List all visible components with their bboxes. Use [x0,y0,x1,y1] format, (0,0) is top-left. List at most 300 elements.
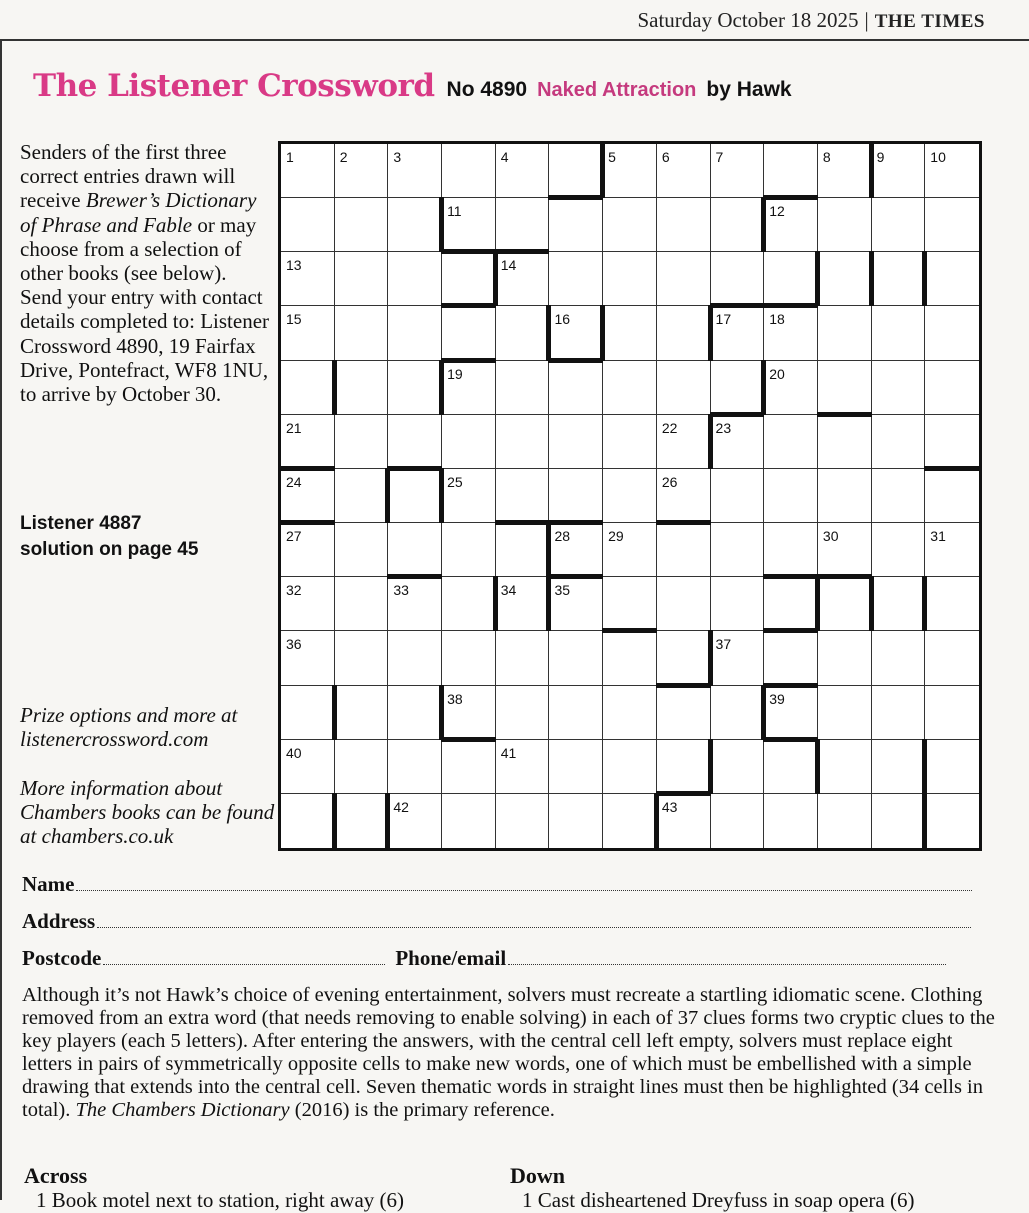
thick-bar-bottom [656,683,711,688]
grid-cell[interactable] [657,198,711,252]
grid-cell[interactable] [442,469,496,523]
thick-bar-bottom [924,466,980,471]
thick-bar-right [708,739,713,794]
grid-cell[interactable] [764,198,818,252]
grid-cell[interactable] [657,577,711,631]
instructions-text-start: Senders of the first three correct entries drawn will receive [20,140,236,213]
grid-cell[interactable] [818,252,872,306]
postcode-entry-line[interactable] [103,963,385,965]
grid-cell[interactable] [925,631,979,685]
grid-cell[interactable] [281,577,335,631]
grid-cell[interactable] [764,523,818,577]
grid-cell[interactable] [549,740,603,794]
puzzle-header [33,68,792,104]
clue-number: 25 [447,473,463,490]
grid-cell[interactable] [872,631,926,685]
clue-number: 15 [286,311,302,328]
clue-number: 26 [661,473,678,490]
grid-cell[interactable] [818,361,872,415]
thick-bar-right [600,305,605,360]
grid-cell[interactable] [657,306,711,360]
grid-cell[interactable] [442,686,496,740]
thick-bar-bottom [495,249,550,254]
grid-cell[interactable] [388,523,442,577]
grid-cell[interactable] [388,252,442,306]
grid-cell[interactable] [603,740,657,794]
thick-bar-right [439,197,444,252]
grid-cell[interactable] [764,306,818,360]
clue-number: 42 [393,798,409,815]
masthead-separator: | [864,8,869,32]
preamble-text-end: (2016) is the primary reference. [289,1099,555,1121]
clue-number: 30 [822,528,839,545]
grid-cell[interactable] [549,252,603,306]
grid-cell[interactable] [657,794,711,848]
grid-cell[interactable] [764,794,818,848]
grid-cell[interactable] [549,577,603,631]
grid-cell[interactable] [603,577,657,631]
grid-cell[interactable] [335,631,389,685]
grid-cell[interactable] [442,252,496,306]
thick-bar-bottom [817,412,872,417]
grid-cell[interactable] [818,415,872,469]
thick-bar-right [922,576,927,631]
grid-cell[interactable] [388,415,442,469]
grid-cell[interactable] [603,631,657,685]
grid-cell[interactable] [335,740,389,794]
crossword-grid[interactable] [281,144,979,848]
grid-cell[interactable] [442,740,496,794]
grid-cell[interactable] [764,469,818,523]
name-label: Name [22,872,75,896]
thick-bar-right [708,414,713,469]
grid-cell[interactable] [281,740,335,794]
postcode-label: Postcode [22,946,102,970]
grid-cell[interactable] [925,306,979,360]
grid-cell[interactable] [925,415,979,469]
clue-number: 38 [447,690,463,707]
grid-cell[interactable] [657,415,711,469]
grid-cell[interactable] [388,794,442,848]
grid-cell[interactable] [764,415,818,469]
grid-cell[interactable] [603,361,657,415]
grid-cell[interactable] [549,469,603,523]
clue-number: 31 [930,528,946,545]
thick-bar-right [439,360,444,415]
entry-instructions [20,140,270,406]
grid-cell[interactable] [603,306,657,360]
grid-cell[interactable] [603,252,657,306]
thick-bar-bottom [280,466,335,471]
grid-cell[interactable] [925,469,979,523]
clue-number: 3 [393,149,402,165]
grid-cell[interactable] [657,631,711,685]
grid-cell[interactable] [442,631,496,685]
puzzle-preamble [22,984,1002,1122]
thick-bar-right [385,468,390,523]
grid-cell[interactable] [335,198,389,252]
thick-bar-right [654,793,659,849]
grid-cell[interactable] [281,252,335,306]
grid-cell[interactable] [657,361,711,415]
grid-cell[interactable] [818,306,872,360]
phone-email-entry-line[interactable] [508,963,946,965]
grid-cell[interactable] [711,577,765,631]
grid-cell[interactable] [764,577,818,631]
grid-cell[interactable] [818,523,872,577]
grid-cell[interactable] [603,794,657,848]
address-entry-line[interactable] [97,926,971,928]
thick-bar-right [385,793,390,849]
thick-bar-right [869,576,874,631]
clue-number: 10 [930,149,946,165]
thick-bar-bottom [441,303,496,308]
grid-cell[interactable] [388,631,442,685]
clue-number: 9 [876,149,885,165]
grid-cell[interactable] [496,252,550,306]
grid-cell[interactable] [818,144,872,198]
grid-cell[interactable] [711,415,765,469]
thick-bar-bottom [656,520,711,525]
grid-cell[interactable] [711,469,765,523]
grid-cell[interactable] [764,252,818,306]
thick-bar-right [439,685,444,740]
puzzle-number: No 4890 [446,78,528,101]
grid-cell[interactable] [764,740,818,794]
grid-cell[interactable] [281,523,335,577]
grid-cell[interactable] [925,198,979,252]
grid-cell[interactable] [711,252,765,306]
clue-number: 29 [608,528,624,545]
preamble-text: Although it’s not Hawk’s choice of evening entertainment, solvers must recreate a startling idiomatic scene. Clothing removed from an extra word (that needs removing to enable solving) in each of 37 clues forms two cryptic clues to the key players (each 5 letters). After entering the answers, with the central cell left empty, solvers must replace eight letters in pairs of symmetrically opposite cells to make new words, one of which must be embellished with a simple drawing that extends into the central cell. Seven thematic words in straight lines must then be highlighted (34 cells in total). [22,984,995,1121]
clue-number: 18 [769,311,785,328]
issue-date: Saturday October 18 2025 [637,8,859,32]
clue-number: 19 [447,365,463,382]
grid-cell[interactable] [872,686,926,740]
thick-bar-right [922,739,927,794]
thick-bar-bottom [763,683,818,688]
clue-number: 33 [393,582,409,599]
grid-cell[interactable] [711,198,765,252]
clue-number: 14 [500,257,517,274]
grid-cell[interactable] [711,144,765,198]
thick-bar-bottom [763,628,818,633]
thick-bar-bottom [763,195,818,200]
grid-cell[interactable] [657,740,711,794]
clue-number: 39 [769,690,785,707]
thick-bar-bottom [280,520,335,525]
grid-cell[interactable] [388,740,442,794]
postcode-field-row[interactable] [22,946,946,971]
grid-cell[interactable] [442,306,496,360]
thick-bar-right [546,305,551,360]
grid-cell[interactable] [388,686,442,740]
grid-cell[interactable] [657,144,711,198]
clue-number: 23 [715,419,732,436]
grid-cell[interactable] [335,361,389,415]
grid-cell[interactable] [711,794,765,848]
thick-bar-right [922,251,927,306]
clue-number: 2 [339,149,348,165]
thick-bar-right [546,522,551,577]
grid-cell[interactable] [281,686,335,740]
clue-number: 4 [500,149,509,165]
thick-bar-bottom [602,628,657,633]
thick-bar-bottom [548,520,603,525]
grid-cell[interactable] [549,306,603,360]
newspaper-name: THE TIMES [874,11,985,32]
thick-bar-right [493,576,498,631]
clue-number: 40 [286,744,302,761]
clue-number: 5 [608,149,616,165]
grid-cell[interactable] [872,361,926,415]
thick-bar-right [439,468,444,523]
grid-cell[interactable] [281,198,335,252]
grid-cell[interactable] [764,631,818,685]
clue-number: 7 [715,149,724,165]
grid-cell[interactable] [711,523,765,577]
thick-bar-right [493,251,498,306]
down-heading: Down [510,1163,566,1188]
grid-cell[interactable] [603,415,657,469]
thick-bar-right [815,251,820,306]
grid-cell[interactable] [872,252,926,306]
chambers-info-note: More information about Chambers books can be found at chambers.co.uk [20,776,275,848]
thick-bar-bottom [763,303,818,308]
grid-cell[interactable] [925,577,979,631]
crossword-grid-frame [278,141,982,851]
grid-cell[interactable] [388,144,442,198]
clue-number: 37 [715,636,732,653]
phone-email-label: Phone/email [395,946,507,970]
grid-cell[interactable] [335,415,389,469]
thick-bar-bottom [763,574,818,579]
thick-bar-right [869,143,874,198]
grid-cell[interactable] [388,361,442,415]
grid-cell[interactable] [335,252,389,306]
clue-number: 41 [500,744,517,761]
grid-cell[interactable] [335,144,389,198]
grid-cell[interactable] [764,144,818,198]
grid-cell[interactable] [281,306,335,360]
grid-cell[interactable] [711,361,765,415]
across-clue-1: 1 Book motel next to station, right away (6) [36,1188,405,1212]
clue-number: 27 [286,528,302,545]
grid-cell[interactable] [603,686,657,740]
grid-cell[interactable] [335,686,389,740]
grid-cell[interactable] [388,198,442,252]
grid-cell[interactable] [496,306,550,360]
thick-bar-right [815,576,820,631]
clue-number: 43 [661,798,678,815]
grid-cell[interactable] [925,252,979,306]
thick-bar-right [815,739,820,794]
clue-number: 32 [286,582,302,599]
grid-cell[interactable] [872,577,926,631]
grid-cell[interactable] [657,469,711,523]
grid-cell[interactable] [388,306,442,360]
clue-number: 28 [554,528,571,545]
grid-cell[interactable] [764,361,818,415]
grid-cell[interactable] [657,686,711,740]
grid-cell[interactable] [872,523,926,577]
thick-bar-bottom [656,791,711,796]
previous-solution-note: Listener 4887 solution on page 45 [20,513,199,560]
grid-cell[interactable] [872,740,926,794]
clue-number: 6 [661,149,670,165]
clue-number: 11 [447,203,462,220]
thick-bar-right [869,251,874,306]
grid-cell[interactable] [388,577,442,631]
grid-cell[interactable] [496,469,550,523]
grid-cell[interactable] [549,631,603,685]
address-label: Address [22,909,96,933]
thick-bar-right [708,305,713,360]
left-rule [0,39,2,1200]
grid-cell[interactable] [549,198,603,252]
grid-cell[interactable] [281,794,335,848]
grid-cell[interactable] [925,794,979,848]
thick-bar-bottom [387,466,442,471]
grid-cell[interactable] [818,198,872,252]
grid-cell[interactable] [818,469,872,523]
prize-book-title: Brewer’s Dictionary of Phrase and Fable [20,188,257,237]
reference-dictionary-title: The Chambers Dictionary [75,1099,290,1121]
top-rule [0,39,1029,41]
grid-cell[interactable] [496,794,550,848]
grid-cell[interactable] [549,144,603,198]
name-field-row[interactable] [22,872,972,897]
grid-cell[interactable] [657,523,711,577]
grid-cell[interactable] [872,794,926,848]
grid-cell[interactable] [442,144,496,198]
grid-cell[interactable] [496,361,550,415]
clue-number: 1 [286,149,294,165]
clue-number: 16 [554,311,571,328]
grid-cell[interactable] [549,686,603,740]
grid-cell[interactable] [442,361,496,415]
grid-cell[interactable] [818,740,872,794]
puzzle-title: Naked Attraction [537,79,697,101]
grid-cell[interactable] [281,144,335,198]
thick-bar-bottom [548,195,603,200]
thick-bar-right [708,630,713,685]
thick-bar-bottom [441,249,496,254]
grid-cell[interactable] [818,631,872,685]
thick-bar-bottom [763,737,818,742]
thick-bar-bottom [710,412,765,417]
grid-cell[interactable] [335,469,389,523]
grid-cell[interactable] [335,523,389,577]
grid-cell[interactable] [496,523,550,577]
clue-number: 24 [286,473,302,490]
thick-bar-bottom [441,737,496,742]
grid-cell[interactable] [549,415,603,469]
clue-number: 20 [769,365,785,382]
clue-number: 36 [286,636,302,653]
grid-cell[interactable] [442,415,496,469]
setter-byline: by Hawk [706,78,792,101]
grid-cell[interactable] [872,306,926,360]
thick-bar-right [600,143,605,198]
grid-cell[interactable] [764,686,818,740]
grid-cell[interactable] [442,523,496,577]
grid-cell[interactable] [335,577,389,631]
grid-cell[interactable] [818,794,872,848]
grid-cell[interactable] [496,415,550,469]
grid-cell[interactable] [925,686,979,740]
grid-cell[interactable] [711,740,765,794]
grid-cell[interactable] [603,523,657,577]
grid-cell[interactable] [603,144,657,198]
grid-cell[interactable] [335,794,389,848]
grid-cell[interactable] [281,415,335,469]
grid-cell[interactable] [496,686,550,740]
clue-number: 17 [715,311,732,328]
thick-bar-bottom [548,574,603,579]
grid-cell[interactable] [711,631,765,685]
thick-bar-right [332,793,337,849]
grid-cell[interactable] [281,469,335,523]
clue-number: 21 [286,419,302,436]
grid-cell[interactable] [442,198,496,252]
address-field-row[interactable] [22,909,971,934]
grid-cell[interactable] [442,577,496,631]
grid-cell[interactable] [496,740,550,794]
grid-cell[interactable] [872,144,926,198]
grid-cell[interactable] [549,794,603,848]
grid-cell[interactable] [711,686,765,740]
thick-bar-right [546,576,551,631]
grid-cell[interactable] [925,144,979,198]
grid-cell[interactable] [657,252,711,306]
grid-cell[interactable] [442,794,496,848]
grid-cell[interactable] [603,469,657,523]
grid-cell[interactable] [281,631,335,685]
thick-bar-right [761,360,766,415]
thick-bar-right [332,685,337,740]
grid-cell[interactable] [496,631,550,685]
name-entry-line[interactable] [76,889,972,891]
grid-cell[interactable] [496,198,550,252]
clue-number: 12 [769,203,785,220]
grid-cell[interactable] [925,361,979,415]
grid-cell[interactable] [872,469,926,523]
thick-bar-bottom [387,574,442,579]
grid-cell[interactable] [388,469,442,523]
grid-cell[interactable] [872,198,926,252]
grid-cell[interactable] [872,415,926,469]
across-heading: Across [24,1163,88,1188]
grid-cell[interactable] [549,523,603,577]
grid-cell[interactable] [496,144,550,198]
thick-bar-bottom [495,520,550,525]
thick-bar-right [761,197,766,252]
masthead [637,8,985,33]
grid-cell[interactable] [818,577,872,631]
grid-cell[interactable] [335,306,389,360]
down-clue-1: 1 Cast disheartened Dreyfuss in soap opera (6) [522,1188,915,1212]
grid-cell[interactable] [496,577,550,631]
grid-cell[interactable] [549,361,603,415]
grid-cell[interactable] [925,740,979,794]
thick-bar-bottom [548,358,603,363]
grid-cell[interactable] [603,198,657,252]
grid-cell[interactable] [711,306,765,360]
grid-cell[interactable] [281,361,335,415]
grid-cell[interactable] [925,523,979,577]
grid-cell[interactable] [818,686,872,740]
